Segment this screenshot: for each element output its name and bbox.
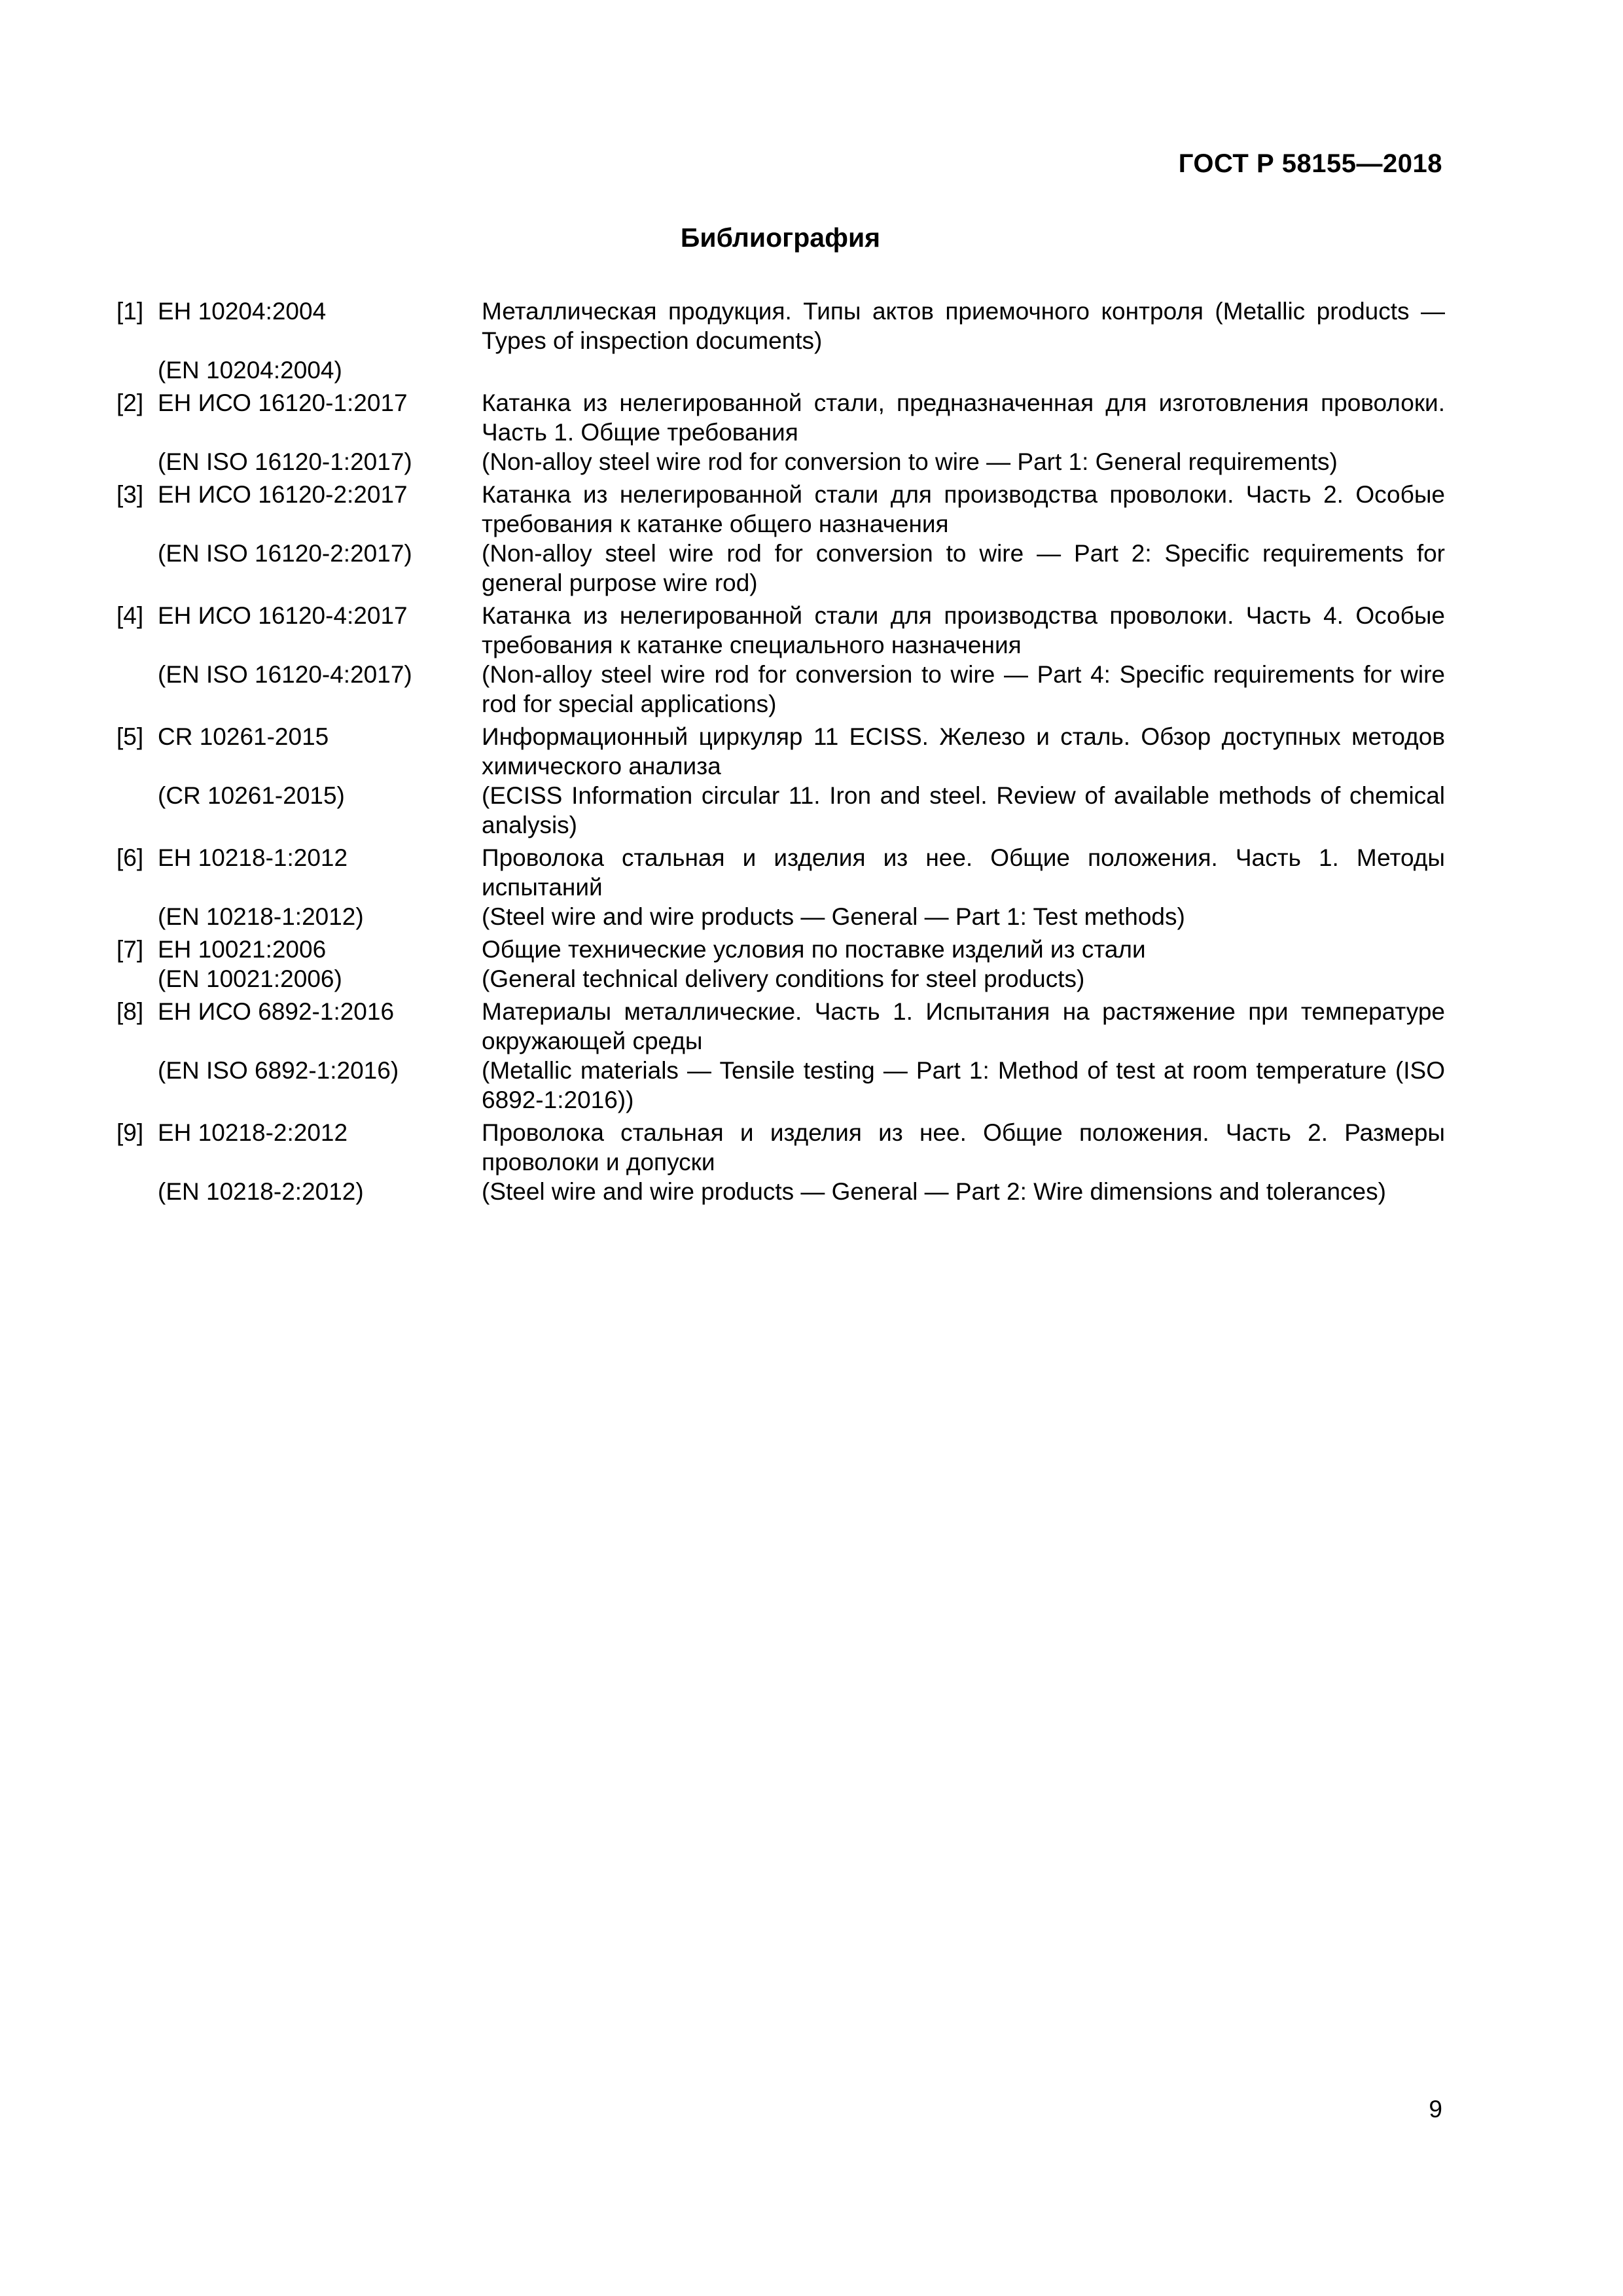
entry-code: (CR 10261-2015) — [158, 782, 345, 809]
entry-title: (Steel wire and wire products — General — Part 2: Wire dimensions and tolerances) — [482, 1178, 1386, 1205]
entry-number — [116, 902, 158, 931]
bibliography-entry — [116, 296, 1445, 355]
entry-number: [8] — [116, 998, 144, 1025]
entry-title: Общие технические условия по поставке изделий из стали — [482, 936, 1146, 963]
bibliography-entry — [116, 598, 1445, 660]
bibliography-entry — [116, 931, 1445, 964]
entry-title: Проволока стальная и изделия из нее. Общие положения. Часть 2. Размеры проволоки и допуски — [482, 1119, 1445, 1175]
entry-number: [3] — [116, 481, 144, 508]
entry-code: (EN ISO 6892-1:2016) — [158, 1057, 399, 1084]
entry-title — [482, 355, 1445, 385]
entry-number: [5] — [116, 723, 144, 750]
bibliography-entry-translation — [116, 660, 1445, 719]
bibliography-entry-translation — [116, 902, 1445, 931]
entry-code: (EN 10218-1:2012) — [158, 903, 364, 930]
entry-number — [116, 355, 158, 385]
entry-code: (EN 10218-2:2012) — [158, 1178, 364, 1205]
entry-code: ЕН ИСО 16120-1:2017 — [158, 389, 408, 416]
bibliography-title: Библиография — [680, 223, 881, 253]
entry-number — [116, 1056, 158, 1115]
page-number: 9 — [1429, 2096, 1442, 2123]
bibliography-entry-translation — [116, 539, 1445, 598]
entry-number: [9] — [116, 1119, 144, 1146]
entry-title: Катанка из нелегированной стали для производства проволоки. Часть 2. Особые требования к катанке общего назначения — [482, 481, 1445, 537]
entry-code: ЕН 10218-2:2012 — [158, 1119, 348, 1146]
entry-code: (EN 10021:2006) — [158, 965, 342, 992]
entry-title: (Metallic materials — Tensile testing — Part 1: Method of test at room temperature (ISO 6892-1:2016)) — [482, 1057, 1445, 1113]
entry-code: (EN 10204:2004) — [158, 357, 342, 384]
entry-number — [116, 781, 158, 840]
bibliography-entry — [116, 719, 1445, 781]
entry-code: ЕН 10021:2006 — [158, 936, 327, 963]
bibliography-entry-translation — [116, 447, 1445, 476]
entry-title: (Steel wire and wire products — General — Part 1: Test methods) — [482, 903, 1185, 930]
bibliography-entry — [116, 994, 1445, 1056]
entry-number — [116, 660, 158, 719]
entry-number: [2] — [116, 389, 144, 416]
entry-title: Катанка из нелегированной стали для производства проволоки. Часть 4. Особые требования к катанке специального назначения — [482, 602, 1445, 658]
entry-title: Материалы металлические. Часть 1. Испытания на растяжение при температуре окружающей среды — [482, 998, 1445, 1054]
entry-title: (General technical delivery conditions for steel products) — [482, 965, 1085, 992]
entry-code: ЕН ИСО 6892-1:2016 — [158, 998, 395, 1025]
bibliography-entry — [116, 385, 1445, 447]
entry-code: ЕН ИСО 16120-4:2017 — [158, 602, 408, 629]
entry-title: Проволока стальная и изделия из нее. Общие положения. Часть 1. Методы испытаний — [482, 844, 1445, 901]
entry-code: (EN ISO 16120-1:2017) — [158, 448, 412, 475]
entry-code: ЕН 10204:2004 — [158, 298, 327, 325]
entry-number: [1] — [116, 298, 144, 325]
entry-title: (Non-alloy steel wire rod for conversion to wire — Part 1: General requirements) — [482, 448, 1338, 475]
bibliography-entry — [116, 1115, 1445, 1177]
entry-number: [7] — [116, 936, 144, 963]
bibliography-entry-translation — [116, 781, 1445, 840]
entry-number — [116, 1177, 158, 1206]
bibliography-entry-translation — [116, 355, 1445, 385]
entry-title: (Non-alloy steel wire rod for conversion to wire — Part 2: Specific requirements for general purpose wire rod) — [482, 540, 1445, 596]
bibliography-table — [116, 296, 1445, 1206]
entry-code: (EN ISO 16120-2:2017) — [158, 540, 412, 567]
page-header-standard-code: ГОСТ Р 58155—2018 — [1178, 149, 1442, 178]
entry-number: [6] — [116, 844, 144, 871]
entry-title: Металлическая продукция. Типы актов приемочного контроля (Metallic products — Types of inspection documents) — [482, 298, 1445, 354]
bibliography-entry — [116, 840, 1445, 902]
entry-title: (Non-alloy steel wire rod for conversion to wire — Part 4: Specific requirements for wire rod for special applications) — [482, 661, 1445, 717]
entry-code: (EN ISO 16120-4:2017) — [158, 661, 412, 688]
entry-title: Информационный циркуляр 11 ECISS. Железо и сталь. Обзор доступных методов химического анализа — [482, 723, 1445, 780]
bibliography-entry — [116, 476, 1445, 539]
entry-number — [116, 539, 158, 598]
entry-number — [116, 447, 158, 476]
bibliography-entry-translation — [116, 1177, 1445, 1206]
entry-code: ЕН ИСО 16120-2:2017 — [158, 481, 408, 508]
entry-code: ЕН 10218-1:2012 — [158, 844, 348, 871]
bibliography-entry-translation — [116, 1056, 1445, 1115]
entry-title: Катанка из нелегированной стали, предназначенная для изготовления проволоки. Часть 1. Общие требования — [482, 389, 1445, 446]
bibliography-list — [116, 296, 1445, 1206]
entry-code: CR 10261-2015 — [158, 723, 329, 750]
entry-title: (ECISS Information circular 11. Iron and steel. Review of available methods of chemical analysis) — [482, 782, 1445, 838]
bibliography-entry-translation — [116, 964, 1445, 994]
entry-number: [4] — [116, 602, 144, 629]
entry-number — [116, 964, 158, 994]
